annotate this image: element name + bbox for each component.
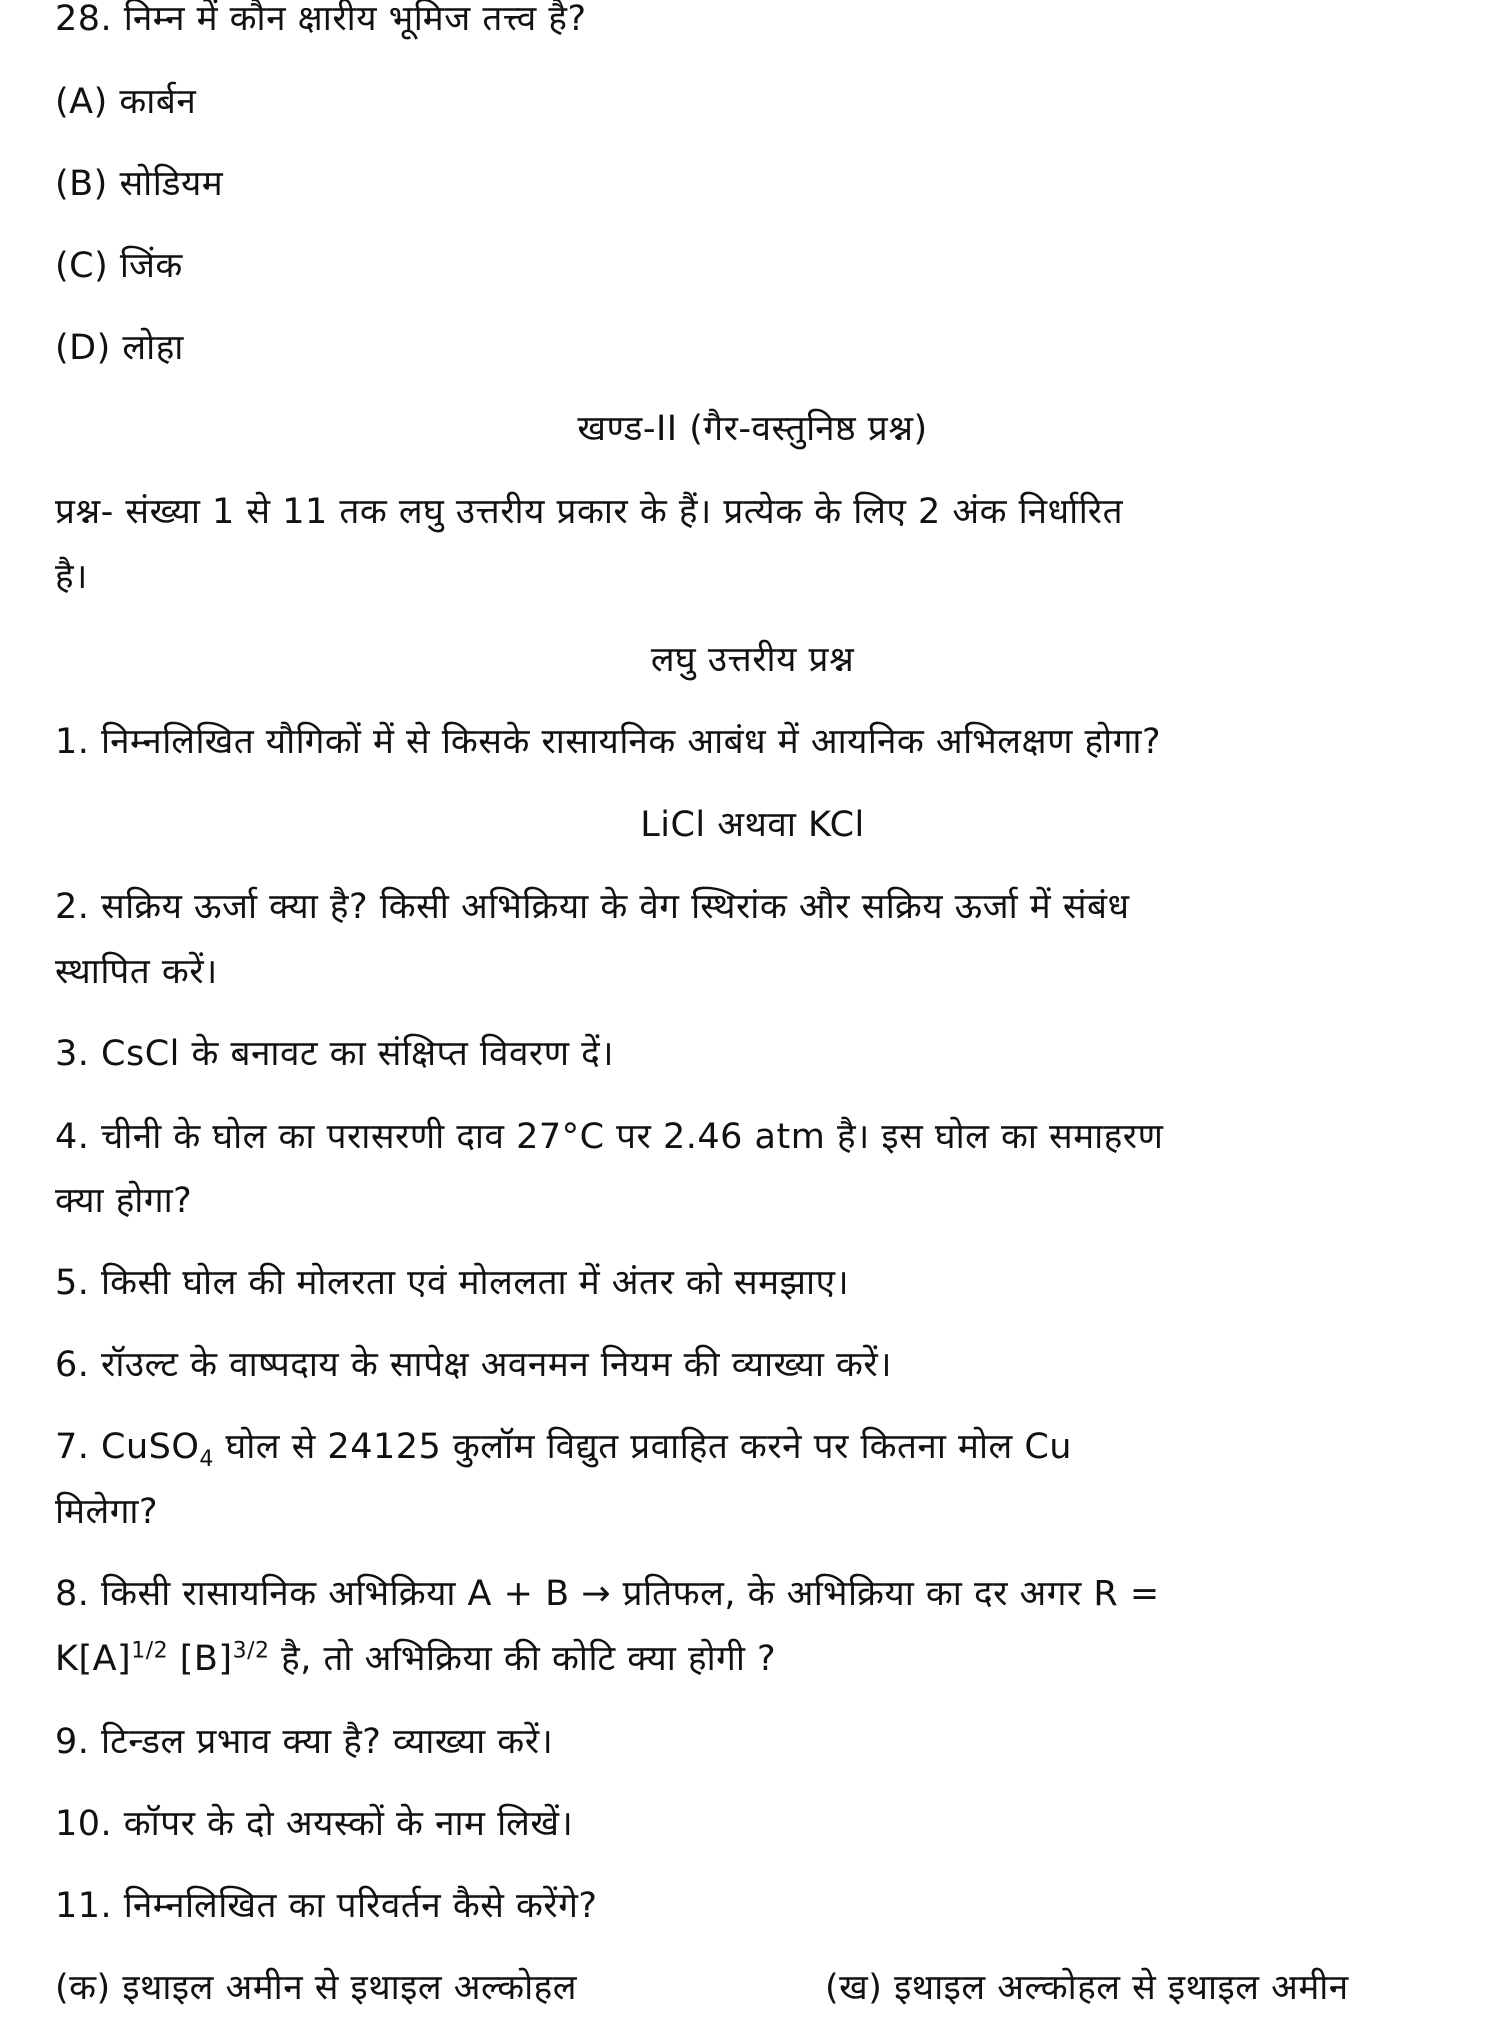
exponent-b: 3/2 (232, 1638, 270, 1664)
question-2-line2: स्थापित करें। (55, 952, 218, 992)
option-text: कार्बन (119, 82, 197, 122)
subscript-4: 4 (199, 1447, 214, 1472)
question-11-part-b: (ख) इथाइल अल्कोहल से इथाइल अमीन (825, 1968, 1349, 2008)
question-7-rest: घोल से 24125 कुलॉम विद्युत प्रवाहित करने पर कितना मोल Cu (213, 1427, 1072, 1467)
section-instruction-line1: प्रश्न- संख्या 1 से 11 तक लघु उत्तरीय प्रकार के हैं। प्रत्येक के लिए 2 अंक निर्धारित (55, 492, 1124, 532)
question-11-parts (55, 1968, 1505, 2008)
question-11-part-a: (क) इथाइल अमीन से इथाइल अल्कोहल (55, 1968, 577, 2008)
section-subheading: लघु उत्तरीय प्रश्न (650, 640, 855, 680)
option-text: लोहा (122, 328, 184, 368)
section-heading: खण्ड-II (गैर-वस्तुनिष्ठ प्रश्न) (577, 409, 928, 449)
question-8-line1: 8. किसी रासायनिक अभिक्रिया A + B → प्रतिफल, के अभिक्रिया का दर अगर R = (55, 1574, 1160, 1614)
option-label: (A) (55, 82, 108, 122)
exponent-a: 1/2 (131, 1638, 169, 1664)
option-text: जिंक (119, 246, 183, 286)
question-9: 9. टिन्डल प्रभाव क्या है? व्याख्या करें। (55, 1722, 554, 1762)
question-7-line1 (55, 1427, 1072, 1472)
question-5: 5. किसी घोल की मोलरता एवं मोललता में अंतर को समझाए। (55, 1263, 850, 1303)
mcq-option-b (55, 164, 224, 204)
question-7-line2: मिलेगा? (55, 1492, 159, 1532)
question-6: 6. रॉउल्ट के वाष्पदाय के सापेक्ष अवनमन नियम की व्याख्या करें। (55, 1345, 892, 1385)
question-10: 10. कॉपर के दो अयस्कों के नाम लिखें। (55, 1804, 574, 1844)
question-4-line1: 4. चीनी के घोल का परासरणी दाव 27°C पर 2.46 atm है। इस घोल का समाहरण (55, 1117, 1164, 1157)
option-label: (C) (55, 246, 109, 286)
question-11: 11. निम्नलिखित का परिवर्तन कैसे करेंगे? (55, 1886, 598, 1926)
formula-cuso: 7. CuSO (55, 1427, 200, 1467)
mcq-option-d (55, 328, 184, 368)
mcq-question-28: 28. निम्न में कौन क्षारीय भूमिज तत्त्व है? (55, 0, 587, 39)
question-8-line2 (55, 1638, 777, 1679)
option-label: (D) (55, 328, 111, 368)
rate-term-b: [B] (168, 1639, 233, 1679)
question-4-line2: क्या होगा? (55, 1181, 193, 1221)
mcq-option-a (55, 82, 197, 122)
question-3: 3. CsCl के बनावट का संक्षिप्त विवरण दें। (55, 1034, 615, 1074)
option-label: (B) (55, 164, 108, 204)
question-8-rest: है, तो अभिक्रिया की कोटि क्या होगी ? (269, 1639, 777, 1679)
rate-term-a: K[A] (55, 1639, 132, 1679)
mcq-option-c (55, 246, 183, 286)
question-1: 1. निम्नलिखित यौगिकों में से किसके रासायनिक आबंध में आयनिक अभिलक्षण होगा? (55, 722, 1162, 762)
option-text: सोडियम (119, 164, 224, 204)
question-1-choices: LiCl अथवा KCl (640, 805, 865, 845)
question-2-line1: 2. सक्रिय ऊर्जा क्या है? किसी अभिक्रिया के वेग स्थिरांक और सक्रिय ऊर्जा में संबंध (55, 887, 1130, 927)
section-instruction-line2: है। (55, 557, 88, 597)
